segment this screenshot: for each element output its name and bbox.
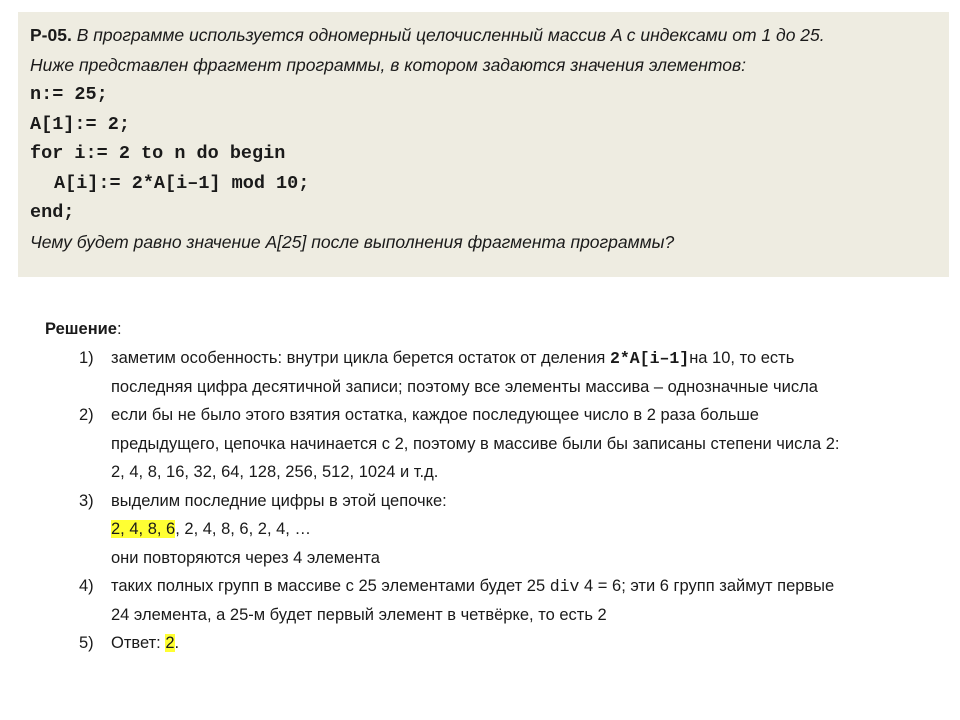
step-2-line-1: если бы не было этого взятия остатка, каждое последующее число в 2 раза больше xyxy=(111,406,759,424)
step-1 xyxy=(45,344,945,401)
step-number: 3) xyxy=(79,491,94,510)
step-number: 5) xyxy=(79,634,94,652)
step-2 xyxy=(45,401,945,487)
step-5 xyxy=(45,629,945,658)
step-1-line-1 xyxy=(111,344,945,373)
task-line-1 xyxy=(30,21,949,51)
step-5-line-1 xyxy=(111,629,945,658)
step-1-text-a: заметим особенность: внутри цикла берется остаток от деления xyxy=(111,349,610,367)
solution-title-word: Решение xyxy=(45,320,117,338)
step-3-line-3: они повторяются через 4 элемента xyxy=(111,548,380,567)
task-question: Чему будет равно значение A[25] после выполнения фрагмента программы? xyxy=(30,231,675,252)
solution-title-colon: : xyxy=(117,320,122,338)
step-2-line-2: предыдущего, цепочка начинается с 2, поэтому в массиве были бы записаны степени числа 2: xyxy=(111,434,840,453)
task-id: Р-05. xyxy=(30,25,72,45)
task-line-2: Ниже представлен фрагмент программы, в котором задаются значения элементов: xyxy=(30,54,746,75)
step-3-sequence-rest: , 2, 4, 8, 6, 2, 4, … xyxy=(175,520,311,538)
step-3 xyxy=(45,487,945,573)
step-number: 4) xyxy=(79,577,94,595)
code-line-2: A[1]:= 2; xyxy=(30,113,130,135)
step-4-text-a: таких полных групп в массиве с 25 элементами будет 25 xyxy=(111,577,550,595)
solution-steps xyxy=(45,344,945,658)
step-2-line-3: 2, 4, 8, 16, 32, 64, 128, 256, 512, 1024 и т.д. xyxy=(111,463,439,481)
step-number: 1) xyxy=(79,349,94,367)
answer-period: . xyxy=(174,634,180,652)
code-line-4: A[i]:= 2*A[i–1] mod 10; xyxy=(54,172,310,194)
step-number: 2) xyxy=(79,406,94,424)
code-line-3: for i:= 2 to n do begin xyxy=(30,143,286,164)
step-1-code: 2*A[i–1] xyxy=(609,349,690,368)
code-line-1: n:= 25; xyxy=(30,84,108,105)
step-3-line-1: выделим последние цифры в этой цепочке: xyxy=(111,491,447,510)
step-4-line-2: 24 элемента, а 25-м будет первый элемент в четвёрке, то есть 2 xyxy=(111,605,607,624)
step-1-line-2: последняя цифра десятичной записи; поэтому все элементы массива – однозначные числа xyxy=(111,377,818,396)
task-box xyxy=(18,12,949,277)
step-4 xyxy=(45,572,945,629)
step-4-text-b: 4 = 6; эти 6 групп займут первые xyxy=(579,577,835,595)
solution-section xyxy=(45,314,945,658)
step-4-code: div xyxy=(549,577,580,596)
answer-label: Ответ: xyxy=(111,634,166,652)
step-4-line-1 xyxy=(111,572,945,601)
step-3-line-2 xyxy=(111,515,945,544)
highlighted-sequence: 2, 4, 8, 6 xyxy=(111,520,176,538)
solution-title xyxy=(45,314,945,344)
answer-value: 2 xyxy=(165,634,175,652)
task-statement: В программе используется одномерный целочисленный массив A с индексами от 1 до 25. xyxy=(71,25,825,45)
step-1-text-b: на 10, то есть xyxy=(689,349,795,367)
code-line-5: end; xyxy=(30,202,75,223)
